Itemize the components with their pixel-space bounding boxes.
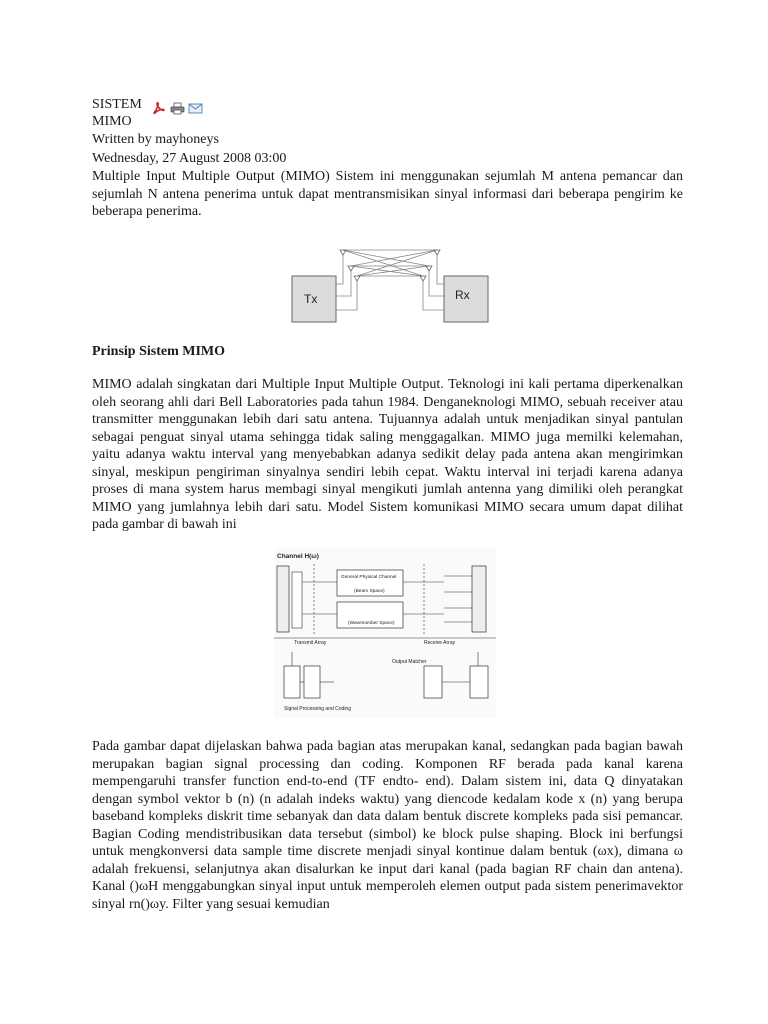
matcher-block [424, 666, 442, 698]
space1-label: (Beam Space) [354, 589, 385, 594]
article-actions [152, 102, 202, 115]
phys-label: General Physical Channel [341, 575, 397, 580]
intro-paragraph: Multiple Input Multiple Output (MIMO) Sistem ini menggunakan sejumlah M antena pemancar dan sejumlah N antena penerima untuk dapat mentransmisikan sinyal informasi dari beberapa pengirim ke beberapa penerima. [92, 169, 683, 219]
body-paragraph-2: Pada gambar dapat dijelaskan bahwa pada bagian atas merupakan kanal, sedangkan pada bagian bawah merupakan bagian signal processing dan coding. Komponen RF berada pada kanal karena mempengaruhi transfer function end-to-end (TF endto- end). Dalam sistem ini, data Q dinyatakan dengan symbol vektor b (n) (n adalah indeks waktu) yang diencode kedalam kode x (n) yang berupa baseband kompleks diskrit time sebanyak dan data dalam bentuk discrete kompleks pada sisi pemancar. Bagian Coding mendistribusikan data tersebut (simbol) ke block pulse shaping. Block ini berfungsi untuk mengkonversi data sample time discrete menjadi sinyal kontinue dalam bentuk (ωx), dimana ω adalah frekuensi, selanjutnya akan disalurkan ke input dari kanal (pada bagian RF chain dan antena). Kanal ()ωH menggabungkan sinyal input untuk memperoleh elemen output pada sistem penerimavektor sinyal rn()ωy. Filter yang sesuai kemudian [92, 739, 683, 912]
tx-rf-block [277, 566, 289, 632]
decoding-block [470, 666, 488, 698]
mimo-system-model-figure [274, 548, 496, 718]
tx-pulse-block [292, 572, 302, 628]
mimo-tx-rx-figure [291, 240, 491, 326]
date-line: Wednesday, 27 August 2008 03:00 [92, 151, 287, 166]
article-title: SISTEM MIMO [92, 97, 142, 129]
email-icon[interactable] [188, 102, 202, 115]
antenna-paths [336, 250, 444, 310]
coding-label: Signal Processing and Coding [284, 706, 351, 712]
output-label: Output Matcher [392, 659, 427, 665]
channel-label: Channel H(ω) [277, 553, 319, 560]
transmit-array-label: Transmit Array [294, 640, 327, 646]
title-row [92, 96, 683, 130]
space2-label: (Wavenumber Space) [348, 621, 395, 626]
tx-label: Tx [304, 292, 318, 306]
pdf-icon[interactable] [152, 102, 166, 115]
article [92, 96, 683, 912]
rx-rf-block [472, 566, 486, 632]
body-paragraph-1: MIMO adalah singkatan dari Multiple Input Multiple Output. Teknologi ini kali pertama diperkenalkan oleh seorang ahli dari Bell Laboratories pada tahun 1984. Denganeknologi MIMO, sebuah receiver atau transmitter menggunakan lebih dari satu antena. Tujuannya adalah untuk menjadikan sinyal pantulan sebagai penguat sinyal utama sehingga tidak saling menggagalkan. MIMO juga memilki kelemahan, yaitu adanya waktu interval yang menyebabkan adanya sedikit delay pada antena akan mengirimkan sinyal, meskipun pengiriman sinyalnya sendiri lebih cepat. Waktu interval ini terjadi karena adanya proses di mana system harus membagi sinyal mengikuti jumlah antenna yang dimiliki oleh perangkat MIMO yang jumlahnya lebih dari satu. Model Sistem komunikasi MIMO secara umum dapat dilihat pada gambar di bawah ini [92, 377, 683, 532]
pulse-block [304, 666, 320, 698]
coding-block [284, 666, 300, 698]
rx-label: Rx [455, 288, 470, 302]
receive-array-label: Receive Array [424, 640, 456, 646]
author-line: Written by mayhoneys [92, 132, 219, 147]
print-icon[interactable] [170, 102, 184, 115]
section-heading: Prinsip Sistem MIMO [92, 344, 225, 359]
